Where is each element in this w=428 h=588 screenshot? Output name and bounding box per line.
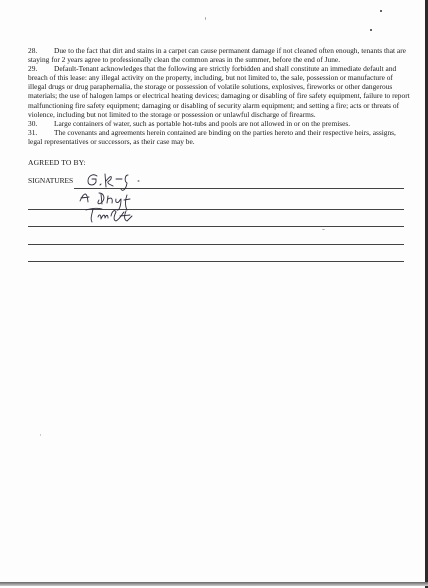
clause-text: Large containers of water, such as portable hot-tubs and pools are not allowed in or on the premises. — [54, 118, 351, 128]
signature-3 — [86, 208, 132, 222]
signature-2 — [80, 193, 130, 210]
clause-number: 30. — [28, 118, 38, 128]
clause-text: The covenants and agreements herein contained are binding on the parties hereto and their respective heirs, assigns, legal representatives or successors, as their case may be. — [28, 127, 396, 146]
scan-speck — [380, 10, 382, 12]
scan-speck — [370, 29, 372, 31]
clause-number: 28. — [28, 46, 38, 55]
scan-speck — [322, 229, 325, 230]
scan-edge-bottom — [0, 582, 428, 586]
agreed-heading: AGREED TO BY: — [28, 158, 86, 167]
signatures-label: SIGNATURES — [28, 176, 74, 185]
signature-1 — [88, 174, 139, 190]
clause-number: 31. — [28, 127, 38, 137]
clause-text: Default-Tenant acknowledges that the following are strictly forbidden and shall constitute an immediate default and breach of this lease: any illegal activity on the property, including, but not limited to, the sale, possession or manufacture of illegal drugs or drug paraphernalia, the storage or possession of volatile solutions, explosives, fireworks or other dangerous materials; the use of halogen lamps or electrical heating devices; damaging or disabling of fire safety equipment, failure to report malfunctioning fire safety equipment; damaging or disabling of security alarm equipment; and setting a fire; acts or threats of violence, including but not limited to the storage or possession or unlawful discharge of firearms. — [28, 64, 410, 119]
scan-speck — [205, 17, 206, 20]
scan-speck — [40, 434, 41, 436]
clause-number: 29. — [28, 64, 38, 74]
clause-text: Due to the fact that dirt and stains in a carpet can cause permanent damage if not cleaned often enough, tenants that are staying for 2 years agree to professionally clean the common areas in the summer, before the end of June. — [28, 46, 406, 65]
